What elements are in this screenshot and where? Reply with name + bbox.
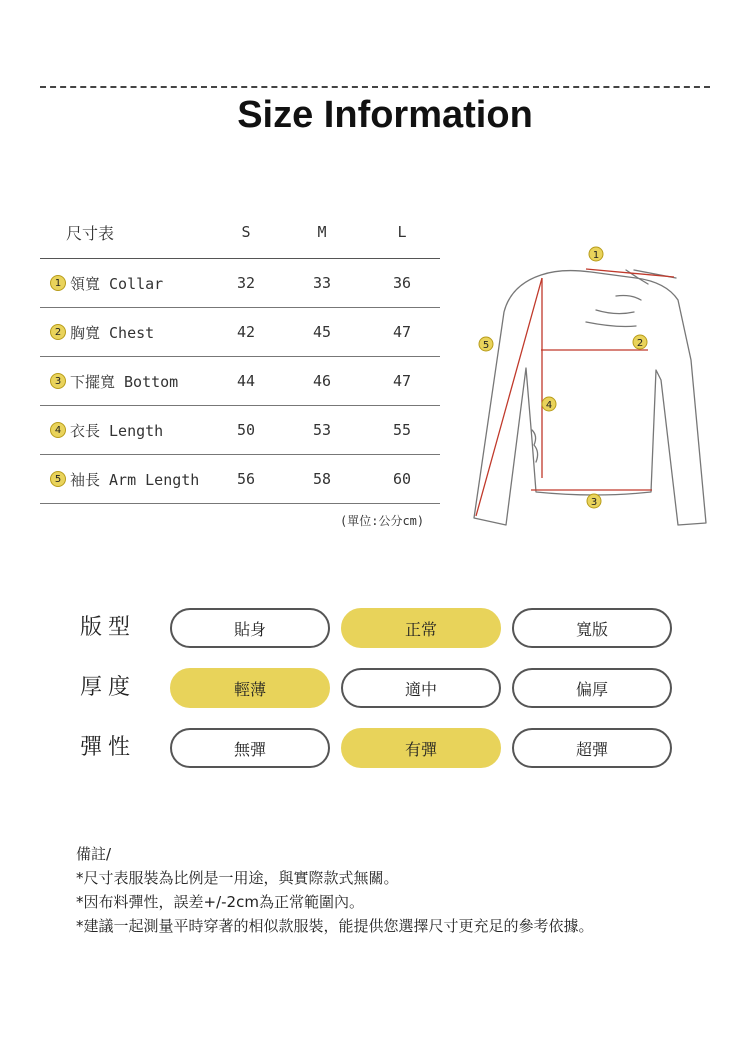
value-l: 55 [392, 421, 412, 439]
marker-2-label: 2 [636, 338, 644, 349]
option-thickness-thick: 偏厚 [512, 668, 672, 708]
value-s: 50 [236, 421, 256, 439]
option-thickness-medium: 適中 [341, 668, 501, 708]
table-row [40, 259, 440, 308]
value-m: 45 [312, 323, 332, 341]
marker-1 [589, 247, 603, 261]
garment-sketch [466, 240, 726, 540]
row-label: 胸寬 Chest [70, 323, 155, 342]
note-line: *因布料彈性，誤差+/-2cm為正常範圍內。 [76, 893, 364, 911]
row-label: 衣長 Length [70, 421, 164, 440]
value-s: 32 [236, 274, 256, 292]
value-l: 47 [392, 323, 412, 341]
table-row [40, 406, 440, 455]
value-s: 44 [236, 372, 256, 390]
marker-badge: 3 [50, 373, 66, 389]
value-l: 47 [392, 372, 412, 390]
marker-4 [542, 397, 556, 411]
header-size-m: M [317, 223, 327, 241]
note-line: *建議一起測量平時穿著的相似款服裝，能提供您選擇尺寸更充足的參考依據。 [76, 917, 594, 935]
size-table [40, 206, 440, 504]
option-fit-regular: 正常 [341, 608, 501, 648]
marker-1-label: 1 [592, 250, 600, 261]
table-row [40, 357, 440, 406]
option-stretch-some: 有彈 [341, 728, 501, 768]
option-fit-loose: 寬版 [512, 608, 672, 648]
unit-note: (單位:公分cm) [340, 514, 425, 528]
value-s: 42 [236, 323, 256, 341]
marker-2 [633, 335, 647, 349]
option-thickness-thin: 輕薄 [170, 668, 330, 708]
marker-5-label: 5 [482, 340, 490, 351]
row-label: 袖長 Arm Length [70, 470, 200, 489]
table-row [40, 455, 440, 504]
table-row [40, 308, 440, 357]
value-m: 53 [312, 421, 332, 439]
size-table-header [40, 206, 440, 259]
note-line: *尺寸表服裝為比例是一用途，與實際款式無關。 [76, 869, 399, 887]
marker-3 [587, 494, 601, 508]
attr-label-stretch: 彈性 [80, 735, 137, 760]
marker-badge: 4 [50, 422, 66, 438]
arm-arrow [476, 278, 542, 516]
page-title: Size Information [237, 94, 533, 136]
value-l: 60 [392, 470, 412, 488]
marker-5 [479, 337, 493, 351]
row-label: 領寬 Collar [70, 274, 164, 293]
option-stretch-super: 超彈 [512, 728, 672, 768]
marker-badge: 5 [50, 471, 66, 487]
dashed-divider [40, 86, 710, 88]
value-m: 58 [312, 470, 332, 488]
option-fit-slim: 貼身 [170, 608, 330, 648]
option-stretch-none: 無彈 [170, 728, 330, 768]
value-s: 56 [236, 470, 256, 488]
value-m: 33 [312, 274, 332, 292]
value-l: 36 [392, 274, 412, 292]
header-size-l: L [397, 223, 407, 241]
marker-badge: 2 [50, 324, 66, 340]
attr-label-thickness: 厚度 [80, 675, 137, 700]
marker-4-label: 4 [545, 400, 553, 411]
header-size-s: S [241, 223, 251, 241]
header-label: 尺寸表 [66, 223, 115, 243]
marker-badge: 1 [50, 275, 66, 291]
notes-heading: 備註/ [76, 845, 112, 863]
attr-label-fit: 版型 [80, 615, 137, 640]
marker-3-label: 3 [590, 497, 598, 508]
value-m: 46 [312, 372, 332, 390]
row-label: 下擺寬 Bottom [70, 372, 179, 391]
notes-section [76, 842, 594, 938]
